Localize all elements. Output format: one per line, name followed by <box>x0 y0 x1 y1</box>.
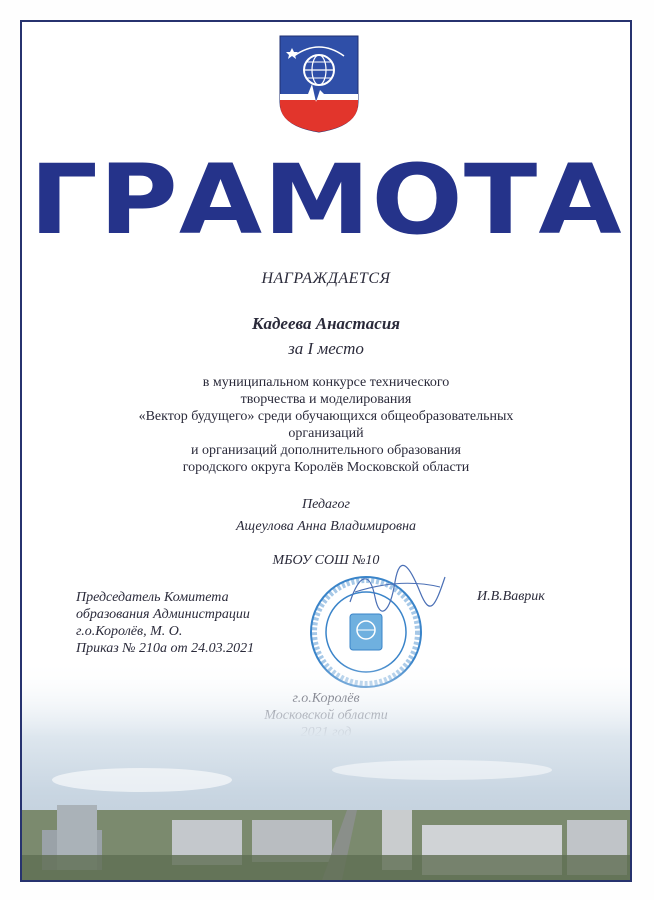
certificate-frame <box>20 20 632 882</box>
awarded-label: НАГРАЖДАЕТСЯ <box>261 270 391 287</box>
signatory-block <box>76 589 254 657</box>
signatory-line: Председатель Комитета <box>76 590 229 605</box>
signatory-line: г.о.Королёв, М. О. <box>76 624 183 639</box>
teacher-name: Ащеулова Анна Владимировна <box>235 519 417 534</box>
school-name: МБОУ СОШ №10 <box>272 553 380 568</box>
description-line: организаций <box>288 426 364 441</box>
description-line: в муниципальном конкурсе технического <box>202 375 450 390</box>
description-line: творчества и моделирования <box>240 392 412 407</box>
description-line: городского округа Королёв Московской области <box>182 460 470 475</box>
signatory-name: И.В.Ваврик <box>477 589 545 604</box>
teacher-label: Педагог <box>302 497 350 512</box>
description-line: «Вектор будущего» среди обучающихся общеобразовательных <box>138 409 514 424</box>
recipient-name: Кадеева Анастасия <box>251 314 401 333</box>
signatory-line: Приказ № 210а от 24.03.2021 <box>76 641 255 656</box>
city-coat-of-arms-icon <box>278 34 360 134</box>
contest-description <box>22 374 630 476</box>
city-panorama-image <box>22 660 630 880</box>
signature-icon <box>340 562 450 622</box>
certificate-title: ГРАМОТА <box>29 144 623 256</box>
description-line: и организаций дополнительного образования <box>191 443 461 458</box>
signatory-line: образования Администрации <box>76 607 250 622</box>
award-place: за I место <box>288 339 364 358</box>
